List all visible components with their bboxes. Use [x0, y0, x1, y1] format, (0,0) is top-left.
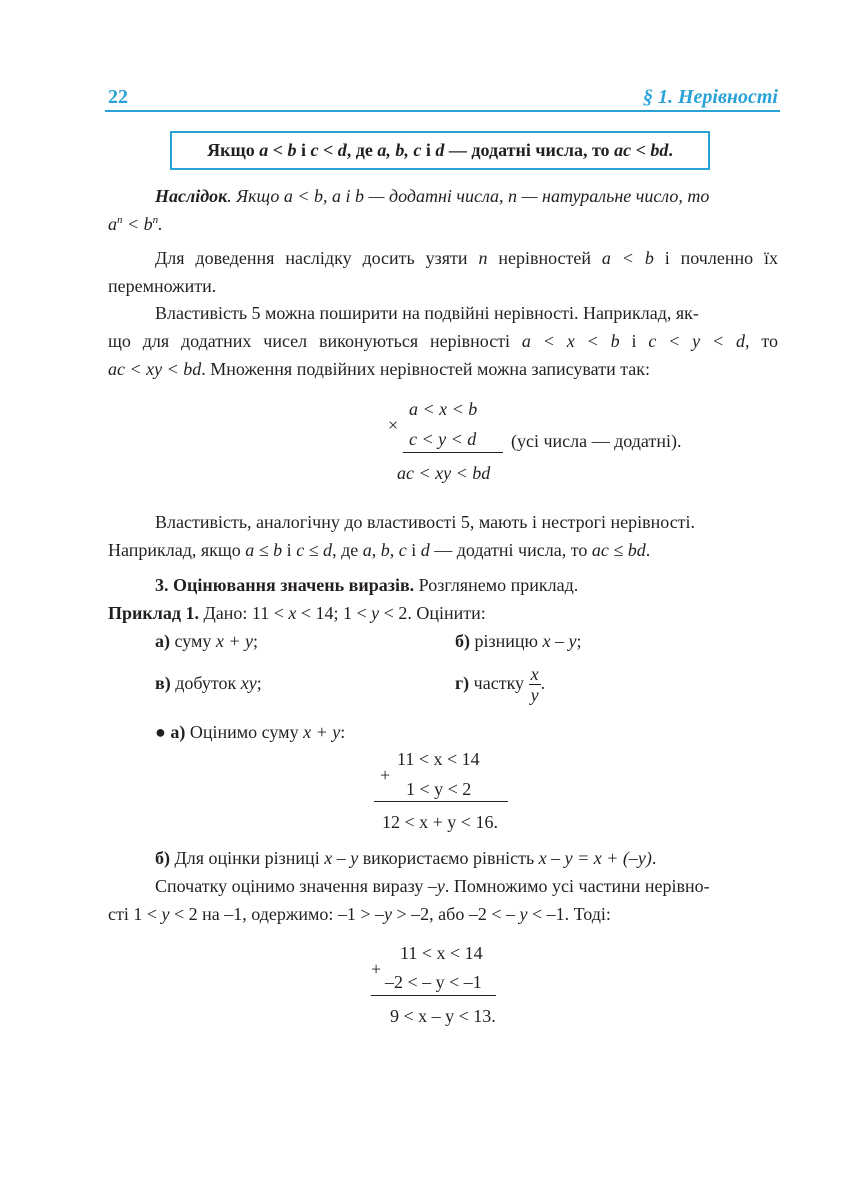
section3-title: 3. Оцінювання значень виразів. [155, 575, 415, 595]
var: n [478, 248, 488, 268]
text: < –1. Тоді: [527, 904, 611, 924]
op: < [268, 140, 288, 160]
nonstrict-line2 [108, 536, 778, 564]
text: сті 1 < [108, 904, 162, 924]
plus-sign-2: + [371, 959, 382, 979]
expr: a < x < b [521, 331, 620, 351]
punct: , [371, 540, 381, 560]
expr: x – y [324, 848, 359, 868]
text: добуток [170, 673, 241, 693]
item-label: а) [170, 722, 186, 742]
text: . Помножимо усі частини нерівно- [444, 876, 710, 896]
mult-note: (усі числа — додатні). [511, 431, 682, 451]
text: нерівностей [487, 248, 602, 268]
text: і [619, 331, 649, 351]
sum-rule [374, 801, 508, 802]
double-paragraph-line2 [108, 327, 778, 355]
text: Спочатку оцінимо значення виразу [155, 876, 428, 896]
mult-rule [403, 452, 503, 453]
var: a, b, c [377, 140, 422, 160]
example1-statement [108, 599, 778, 627]
sum2-row1: 11 < x < 14 [400, 943, 483, 963]
text: < 2. Оцінити: [379, 603, 486, 623]
punct: : [340, 722, 346, 742]
punct: ; [253, 631, 259, 651]
expr: x – y = x + (–y) [538, 848, 652, 868]
item-label: г) [455, 673, 470, 693]
text: Дано: 11 < [198, 603, 289, 623]
header-divider [105, 110, 780, 112]
text: суму [170, 631, 216, 651]
expr: x – y [542, 631, 577, 651]
var: b [287, 140, 297, 160]
text: — додатні числа, то [429, 540, 592, 560]
text: Оцінимо суму [185, 722, 304, 742]
sum-row1: 11 < x < 14 [397, 749, 480, 769]
theorem-text: — додатні числа, то [444, 140, 615, 160]
var: a [108, 214, 117, 234]
var: y [384, 904, 393, 924]
theorem-text: . [668, 140, 673, 160]
mult-result: ac < xy < bd [397, 463, 491, 483]
expr: c < y < d [648, 331, 745, 351]
exponent: n [117, 214, 123, 226]
text: Наприклад, якщо [108, 540, 246, 560]
section-title: § 1. Нерівності [642, 86, 778, 108]
var: d [337, 140, 347, 160]
text: , то [745, 331, 778, 351]
sum2-rule [371, 995, 496, 996]
expr: x + y [303, 722, 341, 742]
proof-paragraph [108, 244, 778, 300]
corollary-paragraph [108, 182, 778, 210]
text: і [406, 540, 421, 560]
example1-item-d [455, 660, 545, 706]
text: Розглянемо приклад. [414, 575, 579, 595]
text: Для доведення наслідку досить узяти [155, 248, 479, 268]
exponent: n [152, 214, 159, 226]
var: d [420, 540, 430, 560]
corollary-text: . Якщо a < b, a і b — додатні числа, n — натуральне число, то [227, 186, 710, 206]
plus-sign: + [380, 765, 391, 785]
sum-result: 12 < x + y < 16. [382, 812, 498, 832]
double-paragraph-line3 [108, 355, 778, 383]
theorem-text: і [296, 140, 311, 160]
text: і [282, 540, 297, 560]
item-label: б) [455, 631, 470, 651]
expr: ac ≤ bd [591, 540, 646, 560]
text: різницю [470, 631, 543, 651]
double-paragraph-line1 [108, 299, 778, 327]
op: < [318, 140, 338, 160]
expr: a ≤ b [245, 540, 283, 560]
punct: . [651, 848, 657, 868]
var: b [380, 540, 390, 560]
op: < [631, 140, 651, 160]
example1-item-a [155, 627, 258, 655]
punct: . [540, 673, 546, 693]
var: b [143, 214, 153, 234]
section3-heading [108, 571, 778, 599]
sum-row2: 1 < y < 2 [406, 779, 472, 799]
punct: . [645, 540, 651, 560]
solution-a-heading [155, 718, 345, 746]
item-label: б) [155, 848, 170, 868]
expr: –y [427, 876, 445, 896]
bullet-icon: ● [155, 722, 166, 742]
op: < [122, 214, 144, 234]
neg-paragraph-line1 [108, 872, 778, 900]
expr: c ≤ d [296, 540, 333, 560]
text: , де [332, 540, 363, 560]
var: x [288, 603, 297, 623]
example1-item-c [155, 669, 262, 697]
punct: ; [256, 673, 262, 693]
text: . Множення подвійних нерівностей можна записувати так: [201, 359, 651, 379]
text: використаємо рівність [358, 848, 539, 868]
fraction [529, 664, 541, 705]
var: a [259, 140, 269, 160]
var: c [310, 140, 319, 160]
theorem-box [170, 131, 710, 170]
sum2-row2: –2 < – y < –1 [385, 972, 482, 992]
expr: x + y [215, 631, 254, 651]
example1-item-b [455, 627, 581, 655]
punct: , [389, 540, 399, 560]
text: що для додатних чисел виконуються нерівності [108, 331, 522, 351]
text: і почленно їх перемножити. [108, 248, 778, 296]
corollary-label: Наслідок [155, 186, 228, 206]
mult-row1: a < x < b [409, 399, 478, 419]
expr: xy [240, 673, 257, 693]
var: y [519, 904, 528, 924]
sum2-result: 9 < x – y < 13. [390, 1006, 496, 1026]
punct: . [158, 214, 163, 234]
solution-b-paragraph [108, 844, 778, 872]
text: Властивість, аналогічну до властивості 5, мають і нестрогі нерівності. [155, 512, 696, 532]
var: d [435, 140, 445, 160]
fraction-denominator: y [530, 685, 539, 706]
theorem-text: Якщо [207, 140, 260, 160]
expr: ac < xy < bd [108, 359, 202, 379]
theorem-text: і [421, 140, 436, 160]
mult-row2: c < y < d [409, 429, 477, 449]
nonstrict-line1 [108, 508, 778, 536]
text: < 14; 1 < [296, 603, 372, 623]
text: Властивість 5 можна поширити на подвійні нерівності. Наприклад, як- [155, 303, 699, 323]
item-label: в) [155, 673, 171, 693]
var: c [398, 540, 407, 560]
var: bd [650, 140, 669, 160]
expr: a < b [601, 248, 654, 268]
var: a [362, 540, 372, 560]
punct: ; [576, 631, 582, 651]
text: > –2, або –2 < – [392, 904, 520, 924]
text: < 2 на –1, одержимо: –1 > – [169, 904, 385, 924]
var: ac [614, 140, 632, 160]
corollary-line2 [108, 210, 778, 238]
neg-paragraph-line2 [108, 900, 778, 928]
item-label: а) [155, 631, 170, 651]
text: частку [469, 673, 529, 693]
fraction-numerator: x [530, 664, 539, 685]
theorem-text: , де [346, 140, 378, 160]
text: Для оцінки різниці [170, 848, 325, 868]
example-label: Приклад 1. [108, 603, 199, 623]
var: y [161, 904, 170, 924]
times-sign: × [388, 415, 399, 435]
page-number: 22 [108, 86, 128, 108]
var: y [371, 603, 380, 623]
